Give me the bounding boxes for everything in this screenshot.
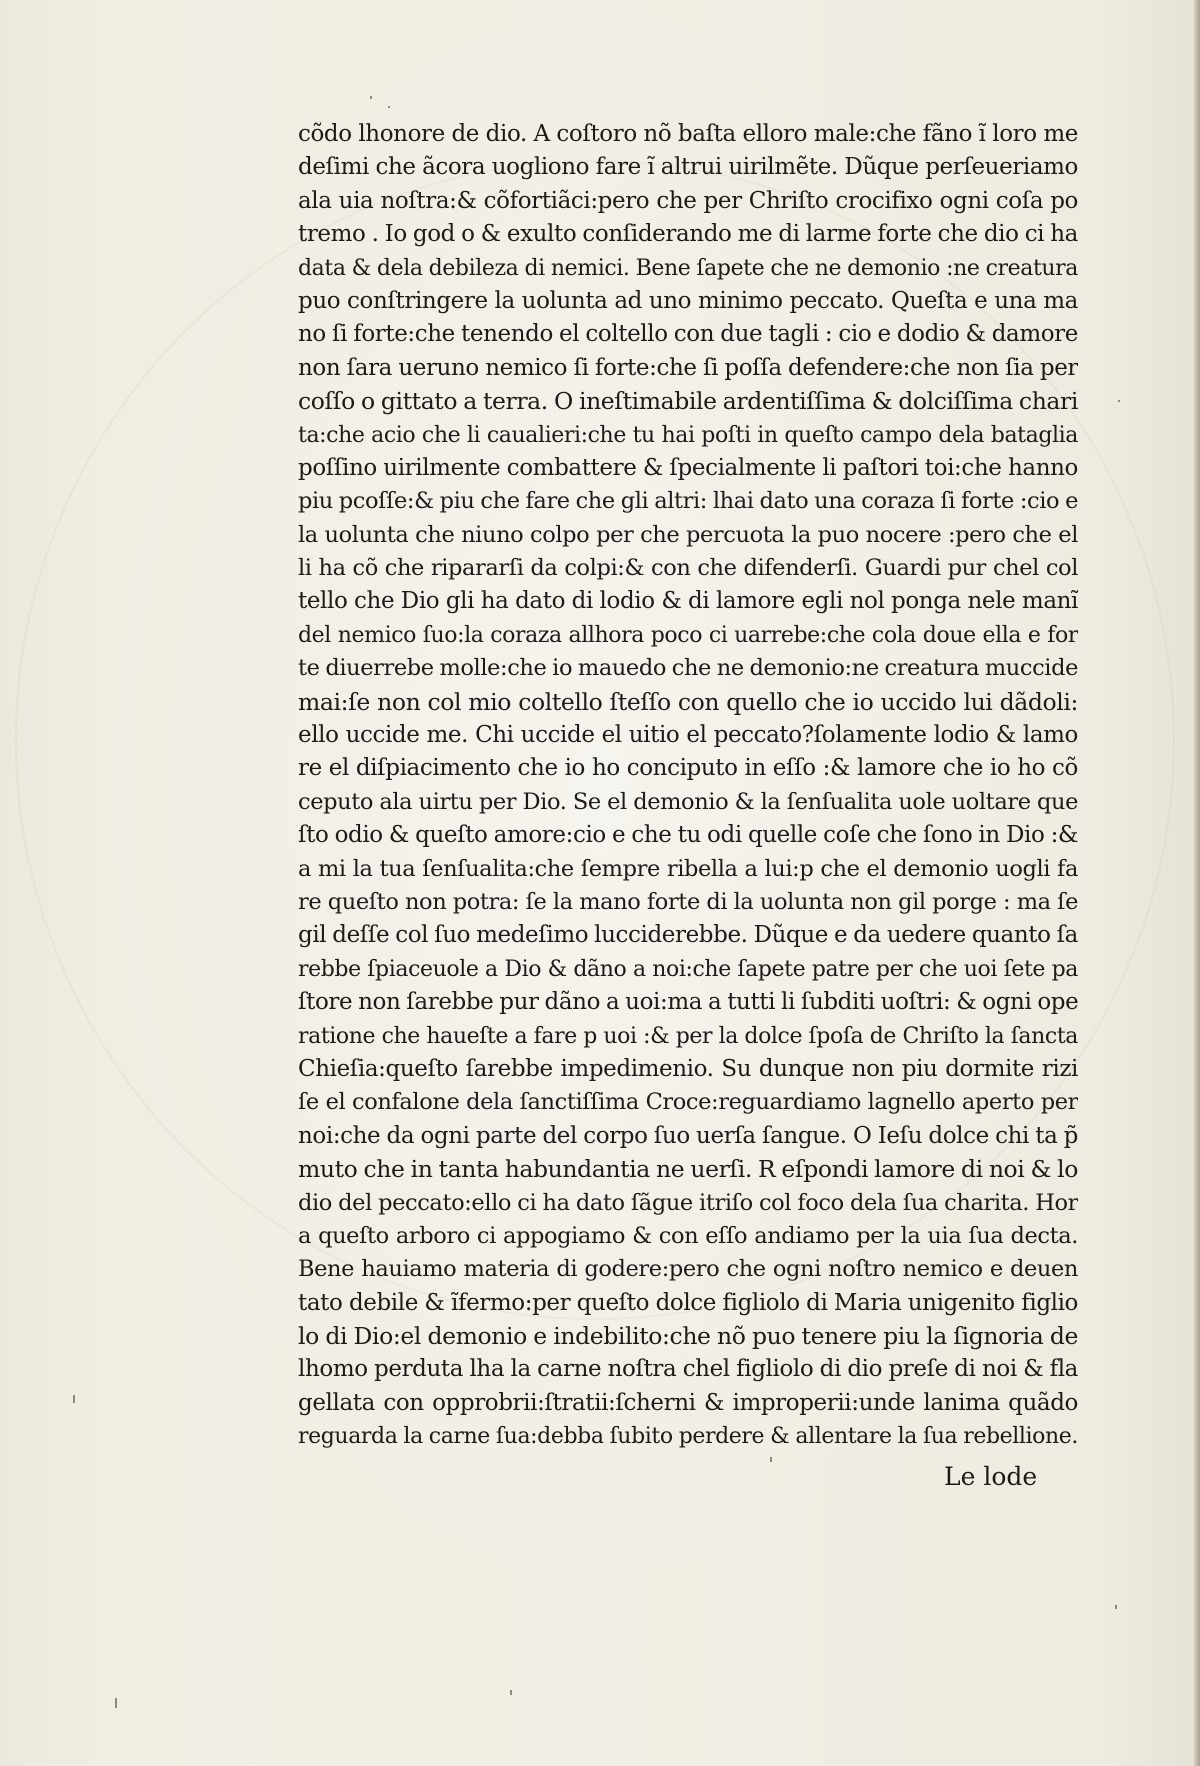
ink-speck (388, 106, 390, 108)
text-line: li ha cõ che ripararſi da colpi:& con che difenderſi. Guardi pur chel col (298, 555, 1078, 582)
text-line: ratione che haueſte a fare p uoi :& per la dolce ſpoſa de Chriſto la ſancta (298, 1023, 1078, 1049)
catchword: Le lode (944, 1462, 1038, 1491)
ink-speck (510, 1690, 512, 1695)
ink-speck (770, 1457, 772, 1462)
text-line: re queſto non potra: ſe la mano forte di la uolunta non gil porge : ma ſe (298, 888, 1078, 915)
text-line: ala uia noſtra:& cõfortiãci:pero che per Chriſto crocifixo ogni coſa po (298, 187, 1078, 214)
text-line: poſſino uirilmente combattere & ſpecialmente li paſtori toi:che hanno (298, 454, 1078, 481)
text-line: a queſto arboro ci appogiamo & con eſſo andiamo per la uia ſua decta. (298, 1222, 1078, 1249)
text-line: reguarda la carne ſua:debba ſubito perdere & allentare la ſua rebellione. (298, 1424, 1078, 1450)
text-line: lhomo perduta lha la carne noſtra chel figliolo di dio preſe di noi & fla (298, 1356, 1078, 1383)
text-line: gil deſſe col ſuo medeſimo lucciderebbe. Dũque e da uedere quanto ſa (298, 922, 1078, 949)
ink-speck (73, 1395, 75, 1403)
text-line: tremo . Io god o & exulto conſiderando me di larme forte che dio ci ha (298, 221, 1078, 248)
page-text-block (298, 118, 1078, 1454)
text-line: te diuerrebe molle:che io mauedo che ne demonio:ne creatura muccide (298, 655, 1078, 682)
text-line: mai:ſe non col mio coltello ſteſſo con quello che io uccido lui dãdoli: (298, 687, 1078, 716)
text-line: Bene hauiamo materia di godere:pero che ogni noſtro nemico e deuen (298, 1256, 1078, 1283)
text-line: cõdo lhonore de dio. A coſtoro nõ baſta elloro male:che fãno ĩ loro me (298, 121, 1078, 147)
text-line: ſe el confalone dela ſanctiſſima Croce:reguardiamo lagnello aperto per (298, 1089, 1078, 1116)
text-line: a mi la tua ſenſualita:che ſempre ribella a lui:p che el demonio uogli fa (298, 855, 1078, 882)
text-line: del nemico ſuo:la coraza allhora poco ci uarrebe:che cola doue ella e for (298, 622, 1078, 648)
ink-speck (1118, 400, 1120, 402)
text-line: ello uccide me. Chi uccide el uitio el peccato?ſolamente lodio & lamo (298, 722, 1078, 749)
text-line: deſimi che ãcora uogliono fare ĩ altrui uirilmẽte. Dũque perſeueriamo (298, 154, 1078, 181)
text-line: no ſi forte:che tenendo el coltello con due tagli : cio e dodio & damore (298, 321, 1078, 348)
text-line: piu pcoſſe:& piu che fare che gli altri: lhai dato una coraza ſi forte :cio e (298, 488, 1078, 515)
page-edge (1194, 0, 1200, 1766)
text-line: ta:che acio che li caualieri:che tu hai poſti in queſto campo dela bataglia (298, 422, 1078, 448)
text-line: Chieſia:queſto ſarebbe impedimenio. Su dunque non piu dormite rizi (298, 1055, 1078, 1082)
text-line: rebbe ſpiaceuole a Dio & dãno a noi:che ſapete patre per che uoi ſete pa (298, 956, 1078, 982)
text-line: ceputo ala uirtu per Dio. Se el demonio & la ſenſualita uole uoltare que (298, 788, 1078, 815)
text-line: muto che in tanta habundantia ne uerſi. R eſpondi lamore di noi & lo (298, 1155, 1078, 1184)
text-line: data & dela debileza di nemici. Bene ſapete che ne demonio :ne creatura (298, 255, 1078, 281)
text-line: la uolunta che niuno colpo per che percuota la puo nocere :pero che el (298, 521, 1078, 548)
text-line: tato debile & ĩfermo:per queſto dolce figliolo di Maria unigenito figlio (298, 1289, 1078, 1316)
text-line: ſtore non ſarebbe pur dãno a uoi:ma a tutti li ſubditi uoſtri: & ogni ope (298, 989, 1078, 1016)
ink-speck (115, 1698, 117, 1708)
ink-speck (370, 96, 372, 99)
text-line: gellata con opprobrii:ſtratii:ſcherni & improperii:unde lanima quãdo (298, 1389, 1078, 1416)
text-line: non ſara ueruno nemico ſi forte:che ſi poſſa defendere:che non ſia per (298, 354, 1078, 381)
text-line: ſto odio & queſto amore:cio e che tu odi quelle coſe che ſono in Dio :& (298, 822, 1078, 849)
ink-speck (1115, 1605, 1117, 1609)
text-line: coſſo o gittato a terra. O ineſtimabile ardentiſſima & dolciſſima chari (298, 387, 1078, 416)
text-line: lo di Dio:el demonio e indebilito:che nõ puo tenere piu la ſignoria de (298, 1322, 1078, 1351)
text-line: re el diſpiacimento che io ho conciputo in eſſo :& lamore che io ho cõ (298, 755, 1078, 782)
text-line: puo conſtringere la uolunta ad uno minimo peccato. Queſta e una ma (298, 287, 1078, 314)
text-line: noi:che da ogni parte del corpo ſuo uerſa ſangue. O Ieſu dolce chi ta p̃ (298, 1122, 1078, 1149)
text-line: tello che Dio gli ha dato di lodio & di lamore egli nol ponga nele manĩ (298, 588, 1078, 615)
text-line: dio del peccato:ello ci ha dato ſãgue itriſo col foco dela ſua charita. Hor (298, 1189, 1078, 1216)
